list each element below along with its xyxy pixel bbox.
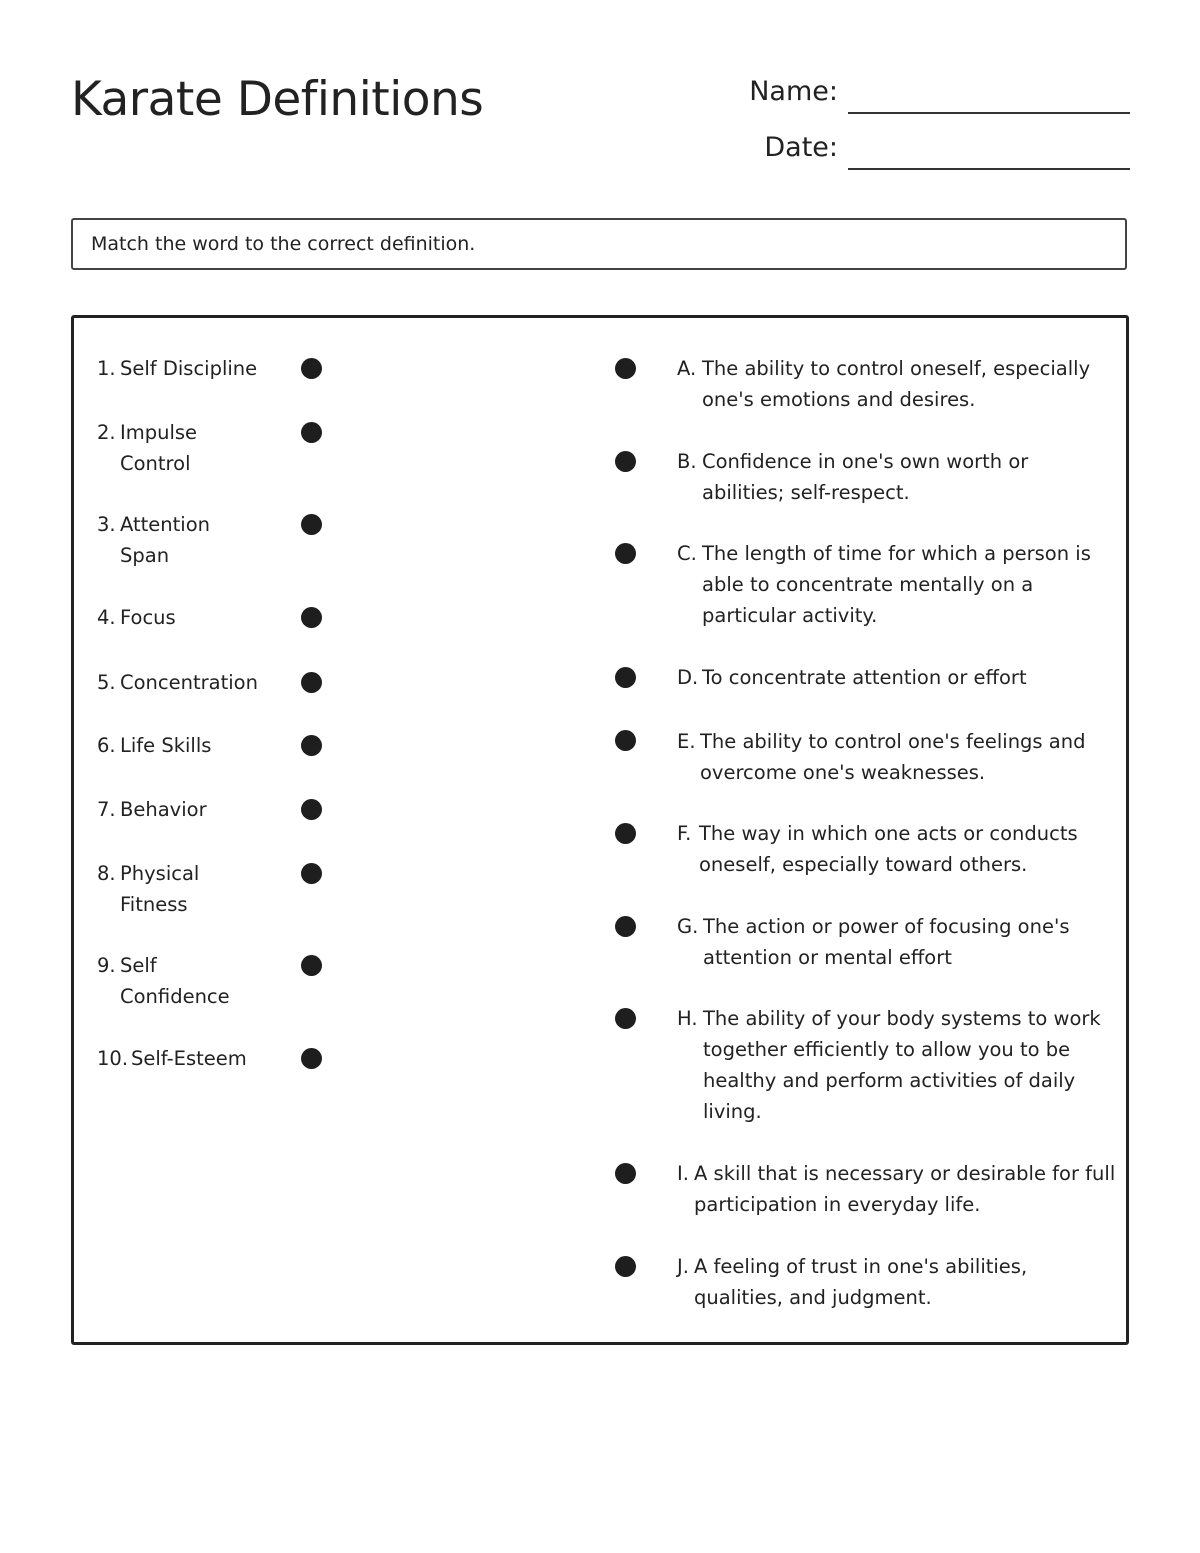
date-line[interactable] bbox=[848, 168, 1130, 170]
definition-dot[interactable] bbox=[615, 1008, 636, 1029]
definition-text: The ability to control one's feelings and overcome one's weaknesses. bbox=[700, 730, 1086, 784]
definition-text: Confidence in one's own worth or abilities; self-respect. bbox=[702, 450, 1029, 504]
term-text: Concentration bbox=[120, 671, 258, 694]
term-number: 4. bbox=[97, 606, 116, 629]
definition-item bbox=[677, 1158, 1117, 1220]
term-number: 7. bbox=[97, 798, 116, 821]
definition-dot[interactable] bbox=[615, 543, 636, 564]
term-item bbox=[97, 602, 297, 633]
term-number: 8. bbox=[97, 862, 116, 885]
definition-letter: D. bbox=[677, 666, 699, 689]
term-number: 5. bbox=[97, 671, 116, 694]
term-item bbox=[97, 730, 297, 761]
term-item bbox=[97, 950, 247, 1012]
term-text: Life Skills bbox=[120, 734, 212, 757]
definition-dot[interactable] bbox=[615, 667, 636, 688]
term-number: 6. bbox=[97, 734, 116, 757]
definition-item bbox=[677, 662, 1117, 693]
definition-letter: J. bbox=[677, 1255, 689, 1278]
term-number: 3. bbox=[97, 513, 116, 536]
definition-letter: C. bbox=[677, 542, 697, 565]
term-text: Physical Fitness bbox=[120, 862, 200, 916]
definition-dot[interactable] bbox=[615, 823, 636, 844]
term-item bbox=[97, 794, 297, 825]
term-item bbox=[97, 1043, 297, 1074]
term-dot[interactable] bbox=[301, 607, 322, 628]
worksheet-title: Karate Definitions bbox=[71, 72, 484, 127]
definition-letter: F. bbox=[677, 822, 692, 845]
definition-dot[interactable] bbox=[615, 1256, 636, 1277]
definition-dot[interactable] bbox=[615, 730, 636, 751]
term-text: Behavior bbox=[120, 798, 207, 821]
definition-item bbox=[677, 1251, 1077, 1313]
instructions-box bbox=[71, 218, 1127, 270]
definition-dot[interactable] bbox=[615, 358, 636, 379]
definition-text: The length of time for which a person is able to concentrate mentally on a particular activity. bbox=[702, 542, 1091, 627]
date-label: Date: bbox=[764, 132, 838, 163]
date-field[interactable] bbox=[0, 132, 1200, 168]
term-number: 9. bbox=[97, 954, 116, 977]
term-dot[interactable] bbox=[301, 955, 322, 976]
term-dot[interactable] bbox=[301, 672, 322, 693]
term-number: 10. bbox=[97, 1047, 129, 1070]
term-item bbox=[97, 417, 227, 479]
term-dot[interactable] bbox=[301, 422, 322, 443]
definition-text: The way in which one acts or conducts oneself, especially toward others. bbox=[699, 822, 1078, 876]
definition-dot[interactable] bbox=[615, 916, 636, 937]
definition-item bbox=[677, 538, 1117, 631]
definition-text: A feeling of trust in one's abilities, qualities, and judgment. bbox=[694, 1255, 1028, 1309]
definition-text: The ability of your body systems to work together efficiently to allow you to be healthy and perform activities of daily living. bbox=[703, 1007, 1101, 1123]
definition-letter: A. bbox=[677, 357, 697, 380]
term-item bbox=[97, 667, 297, 698]
definition-letter: G. bbox=[677, 915, 699, 938]
term-dot[interactable] bbox=[301, 799, 322, 820]
definition-item bbox=[677, 726, 1117, 788]
definition-dot[interactable] bbox=[615, 451, 636, 472]
name-label: Name: bbox=[749, 76, 838, 107]
term-text: Self-Esteem bbox=[131, 1047, 247, 1070]
name-line[interactable] bbox=[848, 112, 1130, 114]
definition-item bbox=[677, 911, 1117, 973]
definition-letter: I. bbox=[677, 1162, 689, 1185]
definition-letter: B. bbox=[677, 450, 697, 473]
term-number: 2. bbox=[97, 421, 116, 444]
definition-item bbox=[677, 446, 1057, 508]
term-dot[interactable] bbox=[301, 514, 322, 535]
definition-dot[interactable] bbox=[615, 1163, 636, 1184]
definition-item bbox=[677, 1003, 1117, 1127]
term-text: Attention Span bbox=[120, 513, 210, 567]
definition-text: The ability to control oneself, especially one's emotions and desires. bbox=[702, 357, 1091, 411]
definition-text: The action or power of focusing one's attention or mental effort bbox=[703, 915, 1070, 969]
term-text: Impulse Control bbox=[120, 421, 198, 475]
term-item bbox=[97, 858, 227, 920]
definition-item bbox=[677, 818, 1117, 880]
term-dot[interactable] bbox=[301, 863, 322, 884]
instructions-text: Match the word to the correct definition. bbox=[91, 233, 476, 255]
term-number: 1. bbox=[97, 357, 116, 380]
term-item bbox=[97, 353, 297, 384]
term-dot[interactable] bbox=[301, 735, 322, 756]
term-dot[interactable] bbox=[301, 358, 322, 379]
definition-item bbox=[677, 353, 1117, 415]
definition-letter: E. bbox=[677, 730, 696, 753]
term-dot[interactable] bbox=[301, 1048, 322, 1069]
definition-letter: H. bbox=[677, 1007, 698, 1030]
term-text: Focus bbox=[120, 606, 176, 629]
term-text: Self Confidence bbox=[120, 954, 230, 1008]
term-item bbox=[97, 509, 227, 571]
definition-text: A skill that is necessary or desirable for full participation in everyday life. bbox=[694, 1162, 1116, 1216]
definition-text: To concentrate attention or effort bbox=[702, 666, 1027, 689]
term-text: Self Discipline bbox=[120, 357, 258, 380]
name-field[interactable] bbox=[0, 76, 1200, 112]
